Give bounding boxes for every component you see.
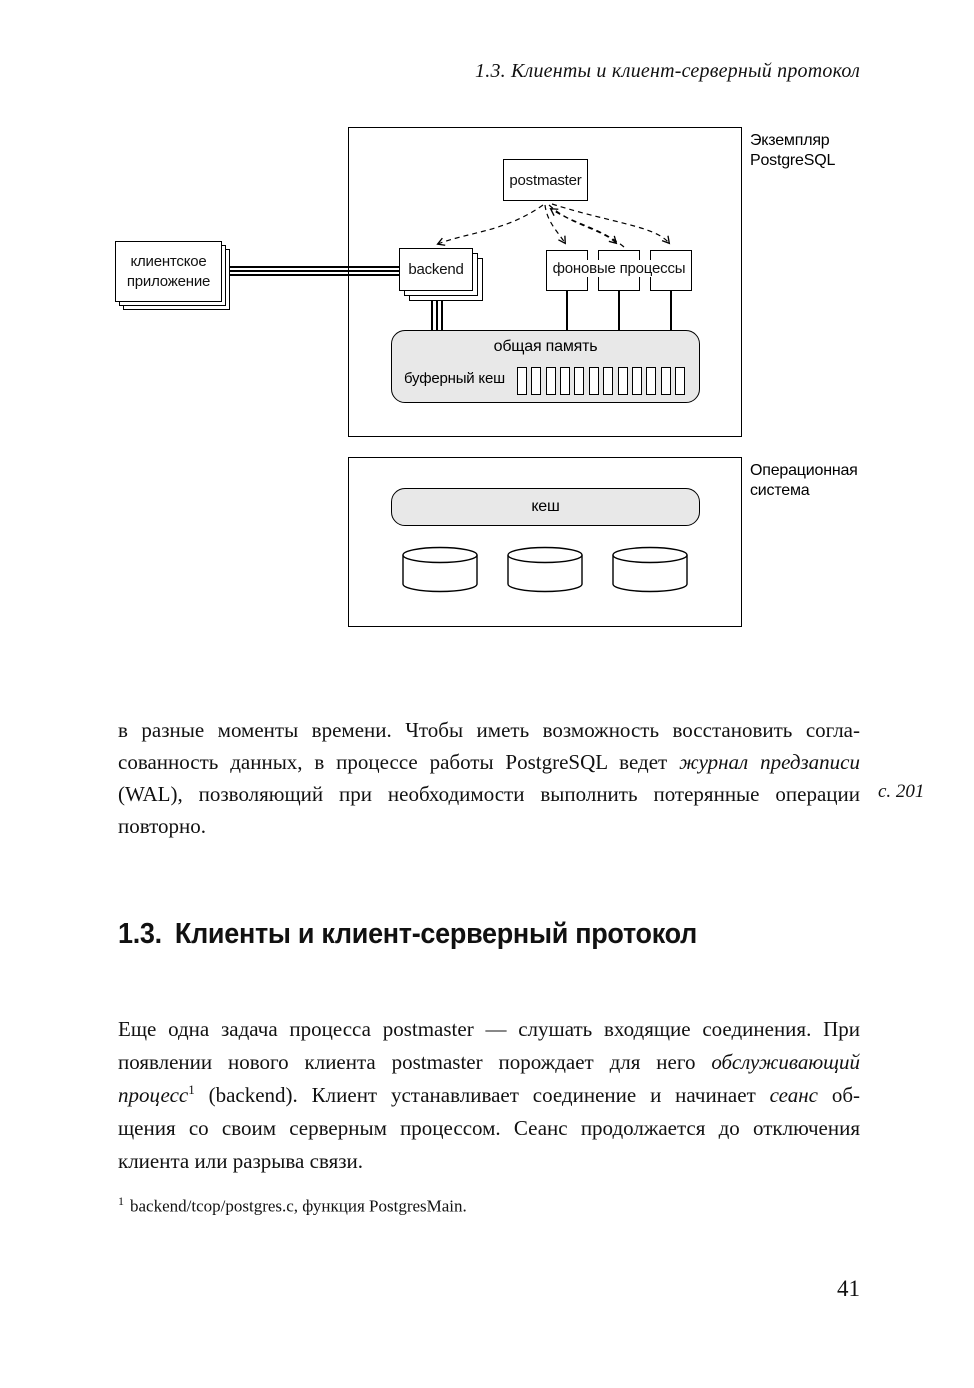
- footnote-marker: 1: [118, 1194, 124, 1208]
- text-line: повторно.: [118, 814, 207, 838]
- running-head: 1.3. Клиенты и клиент-серверный протокол: [475, 60, 860, 82]
- section-number: 1.3.: [118, 918, 162, 950]
- page-number: 41: [837, 1276, 860, 1301]
- footnote-text: backend/tcop/postgres.c, функция PostgresMain.: [130, 1196, 467, 1216]
- buffer-cell: [661, 367, 671, 395]
- os-cache-label: кеш: [531, 498, 560, 515]
- buffer-cell: [517, 367, 527, 395]
- bgprocess-shared-memory-link: [566, 291, 568, 331]
- buffer-cell: [560, 367, 570, 395]
- postmaster-box: postmaster: [503, 159, 588, 201]
- section-heading: [118, 918, 697, 951]
- paragraph-wal: [118, 714, 860, 842]
- instance-label: Экземпляр PostgreSQL: [750, 132, 836, 169]
- bgprocess-shared-memory-link: [618, 291, 620, 331]
- footnote-reference: 1: [188, 1082, 195, 1097]
- buffer-cell: [589, 367, 599, 395]
- shared-memory-label: общая память: [493, 338, 598, 355]
- bgprocess-shared-memory-link: [670, 291, 672, 331]
- client-backend-link: [222, 270, 399, 272]
- text-line: появлении нового клиента postmaster порождает для него обслуживающий: [118, 1050, 860, 1074]
- client-backend-link: [222, 266, 399, 268]
- client-label-line1: клиентское: [130, 252, 207, 270]
- client-application-box: [115, 241, 222, 302]
- client-label-line2: приложение: [126, 272, 211, 290]
- text-line: сованность данных, в процессе работы PostgreSQL ведет журнал предзаписи: [118, 750, 861, 774]
- paragraph-clients: [118, 1013, 860, 1178]
- footnote: [118, 1194, 860, 1217]
- buffer-cell: [646, 367, 656, 395]
- buffer-cell: [675, 367, 685, 395]
- client-backend-link: [222, 274, 399, 276]
- buffer-cell: [546, 367, 556, 395]
- buffer-cell: [574, 367, 584, 395]
- text-line: процесс$^1$ (backend). Клиент устанавливает соединение и начинает сеанс об-: [118, 1082, 860, 1107]
- os-label: Операционная система: [750, 462, 858, 499]
- text-line: клиента или разрыва связи.: [118, 1149, 364, 1173]
- text-line: Еще одна задача процесса postmaster — слушать входящие соединения. При: [118, 1017, 860, 1041]
- text-line: (WAL), позволяющий при необходимости выполнить потерянные операции: [118, 782, 860, 806]
- section-title: Клиенты и клиент-серверный протокол: [174, 918, 697, 950]
- backend-box: backend: [399, 248, 473, 291]
- buffer-cell: [632, 367, 642, 395]
- margin-page-reference: с. 201: [878, 781, 925, 802]
- text-line: щения со своим серверным процессом. Сеанс продолжается до отключения: [118, 1116, 860, 1140]
- background-processes-label: фоновые процессы: [552, 260, 686, 277]
- buffer-cell: [603, 367, 613, 395]
- buffer-cache-cells: [517, 367, 685, 395]
- operating-system-box: [348, 457, 742, 627]
- buffer-cell: [618, 367, 628, 395]
- buffer-cache-label: буферный кеш: [404, 370, 505, 387]
- buffer-cell: [531, 367, 541, 395]
- text-line: в разные моменты времени. Чтобы иметь возможность восстановить согла-: [118, 718, 860, 742]
